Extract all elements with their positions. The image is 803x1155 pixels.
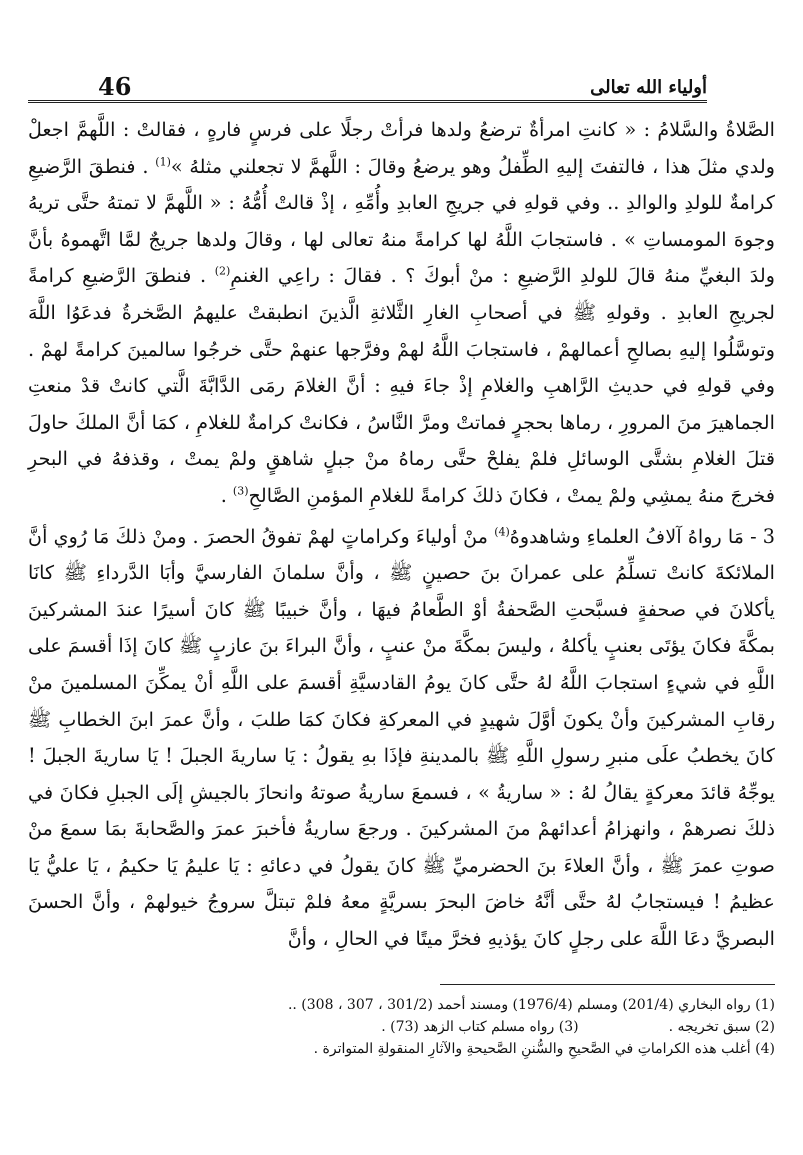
footnote-row (28, 1016, 775, 1038)
main-text (28, 112, 775, 958)
footnote-ref-2: (2) (214, 264, 231, 278)
footnote-2: (2) سبق تخريجه . (668, 1019, 775, 1035)
page-number: 46 (98, 72, 132, 101)
footnote-ref-4: (4) (494, 525, 510, 539)
footnote-1: (1) رواه البخاري (201/4) ومسلم (1976/4) ومسند أحمد (301/2 ، 307 ، 308) .. (287, 997, 775, 1013)
running-title: أولياء الله تعالى (590, 77, 707, 98)
page-header (28, 66, 707, 103)
paragraph-1-part-a: الصَّلاةُ والسَّلامُ : « كانتِ امرأةٌ ترضعُ ولدها فرأتْ رجلًا على فرسٍ فارهٍ ، فقالتْ : اللَّهمَّ اجعلْ ولدي مثلَ هذا ، فالتفتَ إليهِ الطِّفلُ وهو يرضعُ وقالَ : اللَّهمَّ لا تجعلني مثلهُ » (28, 118, 775, 178)
footnote-4: (4) أغلب هذه الكراماتِ في الصَّحيحِ والسُّننِ الصَّحيحةِ والآثارِ المنقولةِ المتواترة . (313, 1041, 775, 1057)
paragraph-2-part-a: 3 - مَا رواهُ آلافُ العلماءِ وشاهدوهُ (509, 524, 775, 548)
paragraph-2-part-b: منْ أولياءَ وكراماتٍ لهمْ تفوقُ الحصرَ . ومنْ ذلكَ مَا رُوي أنَّ الملائكةَ كانتْ تسلِّمُ على عمرانَ بنَ حصينٍ ﷺ ، وأنَّ سلمانَ الفارسيَّ وأبَا الدَّرداءِ ﷺ كانَا يأكلانَ في صحفةٍ فسبَّحتِ الصَّحفةُ أوْ الطَّعامُ فيهَا ، وأنَّ خبيبًا ﷺ كانَ أسيرًا عندَ المشركينَ بمكَّةَ فكانَ يؤتَى بعنبٍ يأكلهُ ، وليسَ بمكَّةَ منْ عنبٍ ، وأنَّ البراءَ بنَ عازبٍ ﷺ كانَ إذَا أقسمَ على اللَّهِ في شيءٍ استجابَ اللَّهُ لهُ حتَّى كانَ يومُ القادسيَّةِ أقسمَ على اللَّهِ أنْ يمكِّنَ المسلمينَ منْ رقابِ المشركينَ وأنْ يكونَ أوَّلَ شهيدٍ في المعركةِ فكانَ كمَا طلبَ ، وأنَّ عمرَ ابنَ الخطابِ ﷺ كانَ يخطبُ علَى منبرِ رسولِ اللَّهِ ﷺ بالمدينةِ فإذَا بهِ يقولُ : يَا ساريةَ الجبلَ ! يَا ساريةَ الجبلَ ! يوجِّهُ قائدَ معركةٍ يقالُ لهُ : « ساريةُ » ، فسمعَ ساريةُ صوتهُ وانحازَ بالجيشِ إلَى الجبلِ فكانَ في ذلكَ نصرهمْ ، وانهزامُ أعدائهمْ منَ المشركينَ . ورجعَ ساريةُ فأخبرَ عمرَ والصَّحابةَ بمَا سمعَ منْ صوتِ عمرَ ﷺ ، وأنَّ العلاءَ بنَ الحضرميِّ ﷺ كانَ يقولُ في دعائهِ : يَا عليمُ يَا حكيمُ ، يَا عليُّ يَا عظيمُ ! فيستجابُ لهُ حتَّى أنَّهُ خاضَ البحرَ بسريَّةٍ معهُ فلمْ تبتلَّ سروجُ خيولهمْ ، وأنَّ الحسنَ البصريَّ دعَا اللَّهَ على رجلٍ كانَ يؤذيهِ فخرَّ ميتًا في الحالِ ، وأنَّ (28, 524, 775, 951)
footnote-ref-1: (1) (155, 155, 171, 169)
paragraph-1-part-c: . فنطقَ الرَّضيعِ كرامةً لجريجِ العابدِ . وقولهِ ﷺ في أصحابِ الغارِ الثَّلاثةِ الَّذينَ انطبقتْ عليهمُ الصَّخرةُ فدعَوُا اللَّهَ وتوسَّلُوا إليهِ بصالحِ أعمالهمْ ، فاستجابَ اللَّهُ لهمْ وفرَّجها عنهمْ حتَّى خرجُوا سالمينَ كرامةً لهمْ . وفي قولهِ في حديثِ الرَّاهبِ والغلامِ إذْ جاءَ فيهِ : أنَّ الغلامَ رمَى الدَّابَّةَ الَّتي كانتْ قدْ منعتِ الجماهيرَ منَ المرورِ ، رماها بحجرٍ فماتتْ ومرَّ النَّاسُ ، فكانتْ كرامةٌ للغلامِ ، كمَا أنَّ الملكَ حاولَ قتلَ الغلامِ بشتَّى الوسائلِ فلمْ يفلحْ حتَّى رماهُ منْ جبلٍ شاهقٍ ولمْ يمتْ ، وقذفهُ في البحرِ فخرجَ منهُ يمشِي ولمْ يمتْ ، فكانَ ذلكَ كرامةً للغلامِ المؤمنِ الصَّالحِ (28, 264, 775, 507)
footnote-divider (440, 984, 775, 985)
paragraph-1-part-d: . (220, 483, 233, 507)
paragraph-2 (28, 519, 775, 958)
footnote-3: (3) رواه مسلم كتاب الزهد (73) . (381, 1019, 579, 1035)
paragraph-1 (28, 112, 775, 515)
footnotes (28, 994, 775, 1060)
footnote-ref-3: (3) (232, 484, 249, 498)
paragraph-1-part-b: . فنطقَ الرَّضيعِ كرامةٌ للولدِ والوالدِ .. وفي قولهِ في جريجِ العابدِ وأُمِّهِ ، إذْ قالتْ أُمُّهُ : « اللَّهمَّ لا تمتهُ حتَّى تريهُ وجوهَ المومساتِ » . فاستجابَ اللَّهُ لها كرامةً منهُ تعالى لها ، وقالَ ولدها جريجٌ لمَّا اتَّهموهُ بأنَّ ولدَ البغيِّ منهُ قالَ للولدِ الرَّضيعِ : منْ أبوكَ ؟ . فقالَ : راعِي الغنمِ (28, 154, 775, 288)
